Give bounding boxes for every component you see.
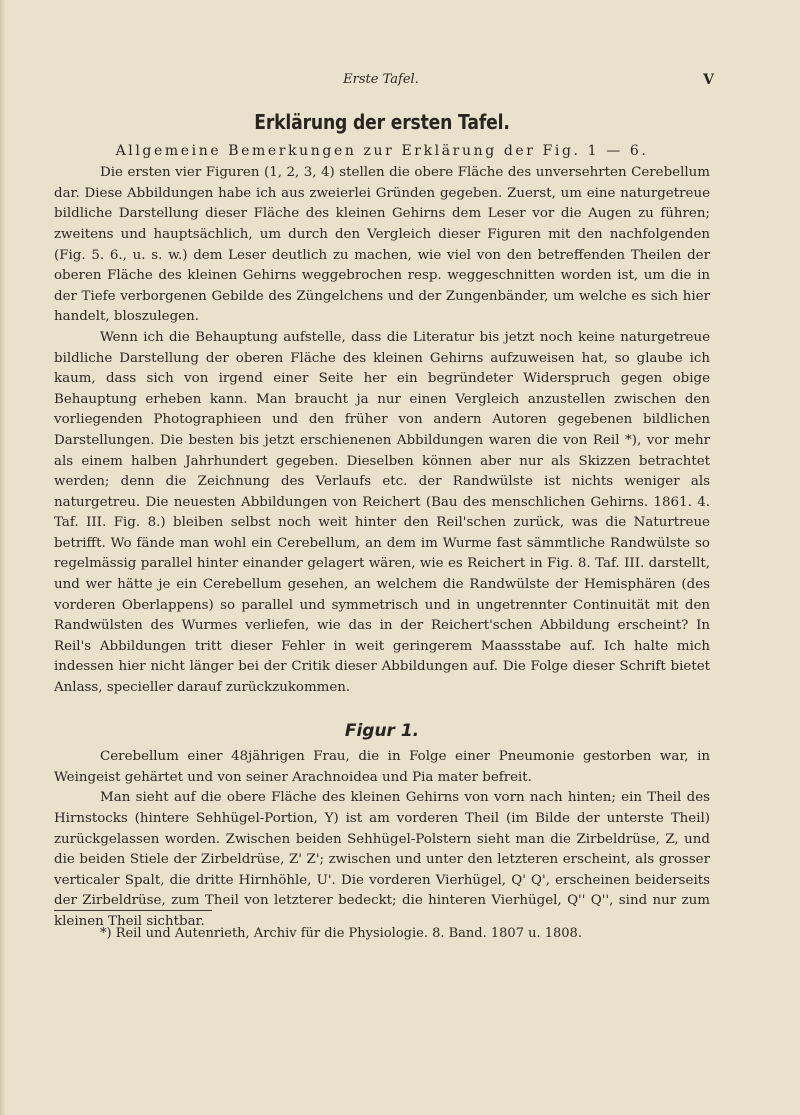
page-heading: Erklärung der ersten Tafel. [254,110,510,134]
body-paragraph-2: Wenn ich die Behauptung aufstelle, dass die Literatur bis jetzt noch keine naturgetreue bildliche Darstellung der oberen Fläche des kleinen Gehirns aufzuweisen hat, so glaube ich kaum, dass sich von irgend einer Seite her ein begründeter Widerspruch gegen obige Behauptung erheben kann. Man braucht ja nur einen Vergleich anzustellen zwischen den vorliegenden Photographieen und den früher von andern Autoren gegebenen bildlichen Darstellungen. Die besten bis jetzt erschienenen Abbildungen waren die von Reil *), vor mehr als einem halben Jahrhundert gegeben. Dieselben können aber nur als Skizzen betrachtet werden; denn die Zeichnung des Verlaufs etc. der Randwülste ist nichts weniger als naturgetreu. Die neuesten Abbildungen von Reichert (Bau des menschlichen Gehirns. 1861. 4. Taf. III. Fig. 8.) bleiben selbst noch weit hinter den Reil'schen zurück, was die Naturtreue betrifft. Wo fände man wohl ein Cerebellum, an dem im Wurme fast sämmtliche Randwülste so regelmässig parallel hinter einander gelagert wären, wie es Reichert in Fig. 8. Taf. III. darstellt, und wer hätte je ein Cerebellum gesehen, an welchem die Randwülste der Hemisphären (des vorderen Oberlappens) so parallel und symmetrisch und in ungetrennter Continuität mit den Randwülsten des Wurmes verliefen, wie das in der Reichert'schen Abbildung erscheint? In Reil's Abbildungen tritt dieser Fehler in weit geringerem Maassstabe auf. Ich halte mich indessen hier nicht länger bei der Critik dieser Abbildungen auf. Die Folge dieser Schrift bietet Anlass, specieller darauf zurückzukommen. [54,329,710,696]
body-paragraph-1: Die ersten vier Figuren (1, 2, 3, 4) stellen die obere Fläche des unversehrten Cerebellum dar. Diese Abbildungen habe ich aus zweierlei Gründen gegeben. Zuerst, um eine naturgetreue bildliche Darstellung dieser Fläche des kleinen Gehirns dem Leser vor die Augen zu führen; zweitens und hauptsächlich, um durch den Vergleich dieser Figuren mit den nachfolgenden (Fig. 5. 6., u. s. w.) dem Leser deutlich zu machen, wie viel von den betreffenden Theilen der oberen Fläche des kleinen Gehirns weggebrochen resp. weggeschnitten worden ist, um die in der Tiefe verborgenen Gebilde des Züngelchens und der Zungenbänder, um welche es sich hier handelt, bloszulegen. [54,165,710,325]
running-head [54,70,714,90]
section-subheading: Allgemeine Bemerkungen zur Erklärung der Fig. 1 — 6. [115,142,649,159]
footnote-rule [54,910,212,911]
page-number: V [703,72,714,88]
figure-paragraph-2: Man sieht auf die obere Fläche des kleinen Gehirns von vorn nach hinten; ein Theil des Hirnstocks (hintere Sehhügel-Portion, Y) ist am vorderen Theil (im Bilde der unterste Theil) zurückgelassen worden. Zwischen beiden Sehhügel-Polstern sieht man die Zirbeldrüse, Z, und die beiden Stiele der Zirbeldrüse, Z' Z'; zwischen und unter den letzteren erscheint, als grosser verticaler Spalt, die dritte Hirnhöhle, U'. Die vorderen Vierhügel, Q' Q', erscheinen beiderseits der Zirbeldrüse, zum Theil von letzterer bedeckt; die hinteren Vierhügel, Q'' Q'', sind nur zum kleinen Theil sichtbar. [54,790,710,929]
figure-heading: Figur 1. [344,720,420,741]
figure-paragraph-1: Cerebellum einer 48jährigen Frau, die in Folge einer Pneumonie gestorben war, in Weingeist gehärtet und von seiner Arachnoidea und Pia mater befreit. [54,749,710,785]
running-title: Erste Tafel. [343,72,419,87]
page-content [54,112,710,933]
page-edge [0,0,6,1115]
footnote: *) Reil und Autenrieth, Archiv für die Physiologie. 8. Band. 1807 u. 1808. [100,926,582,941]
